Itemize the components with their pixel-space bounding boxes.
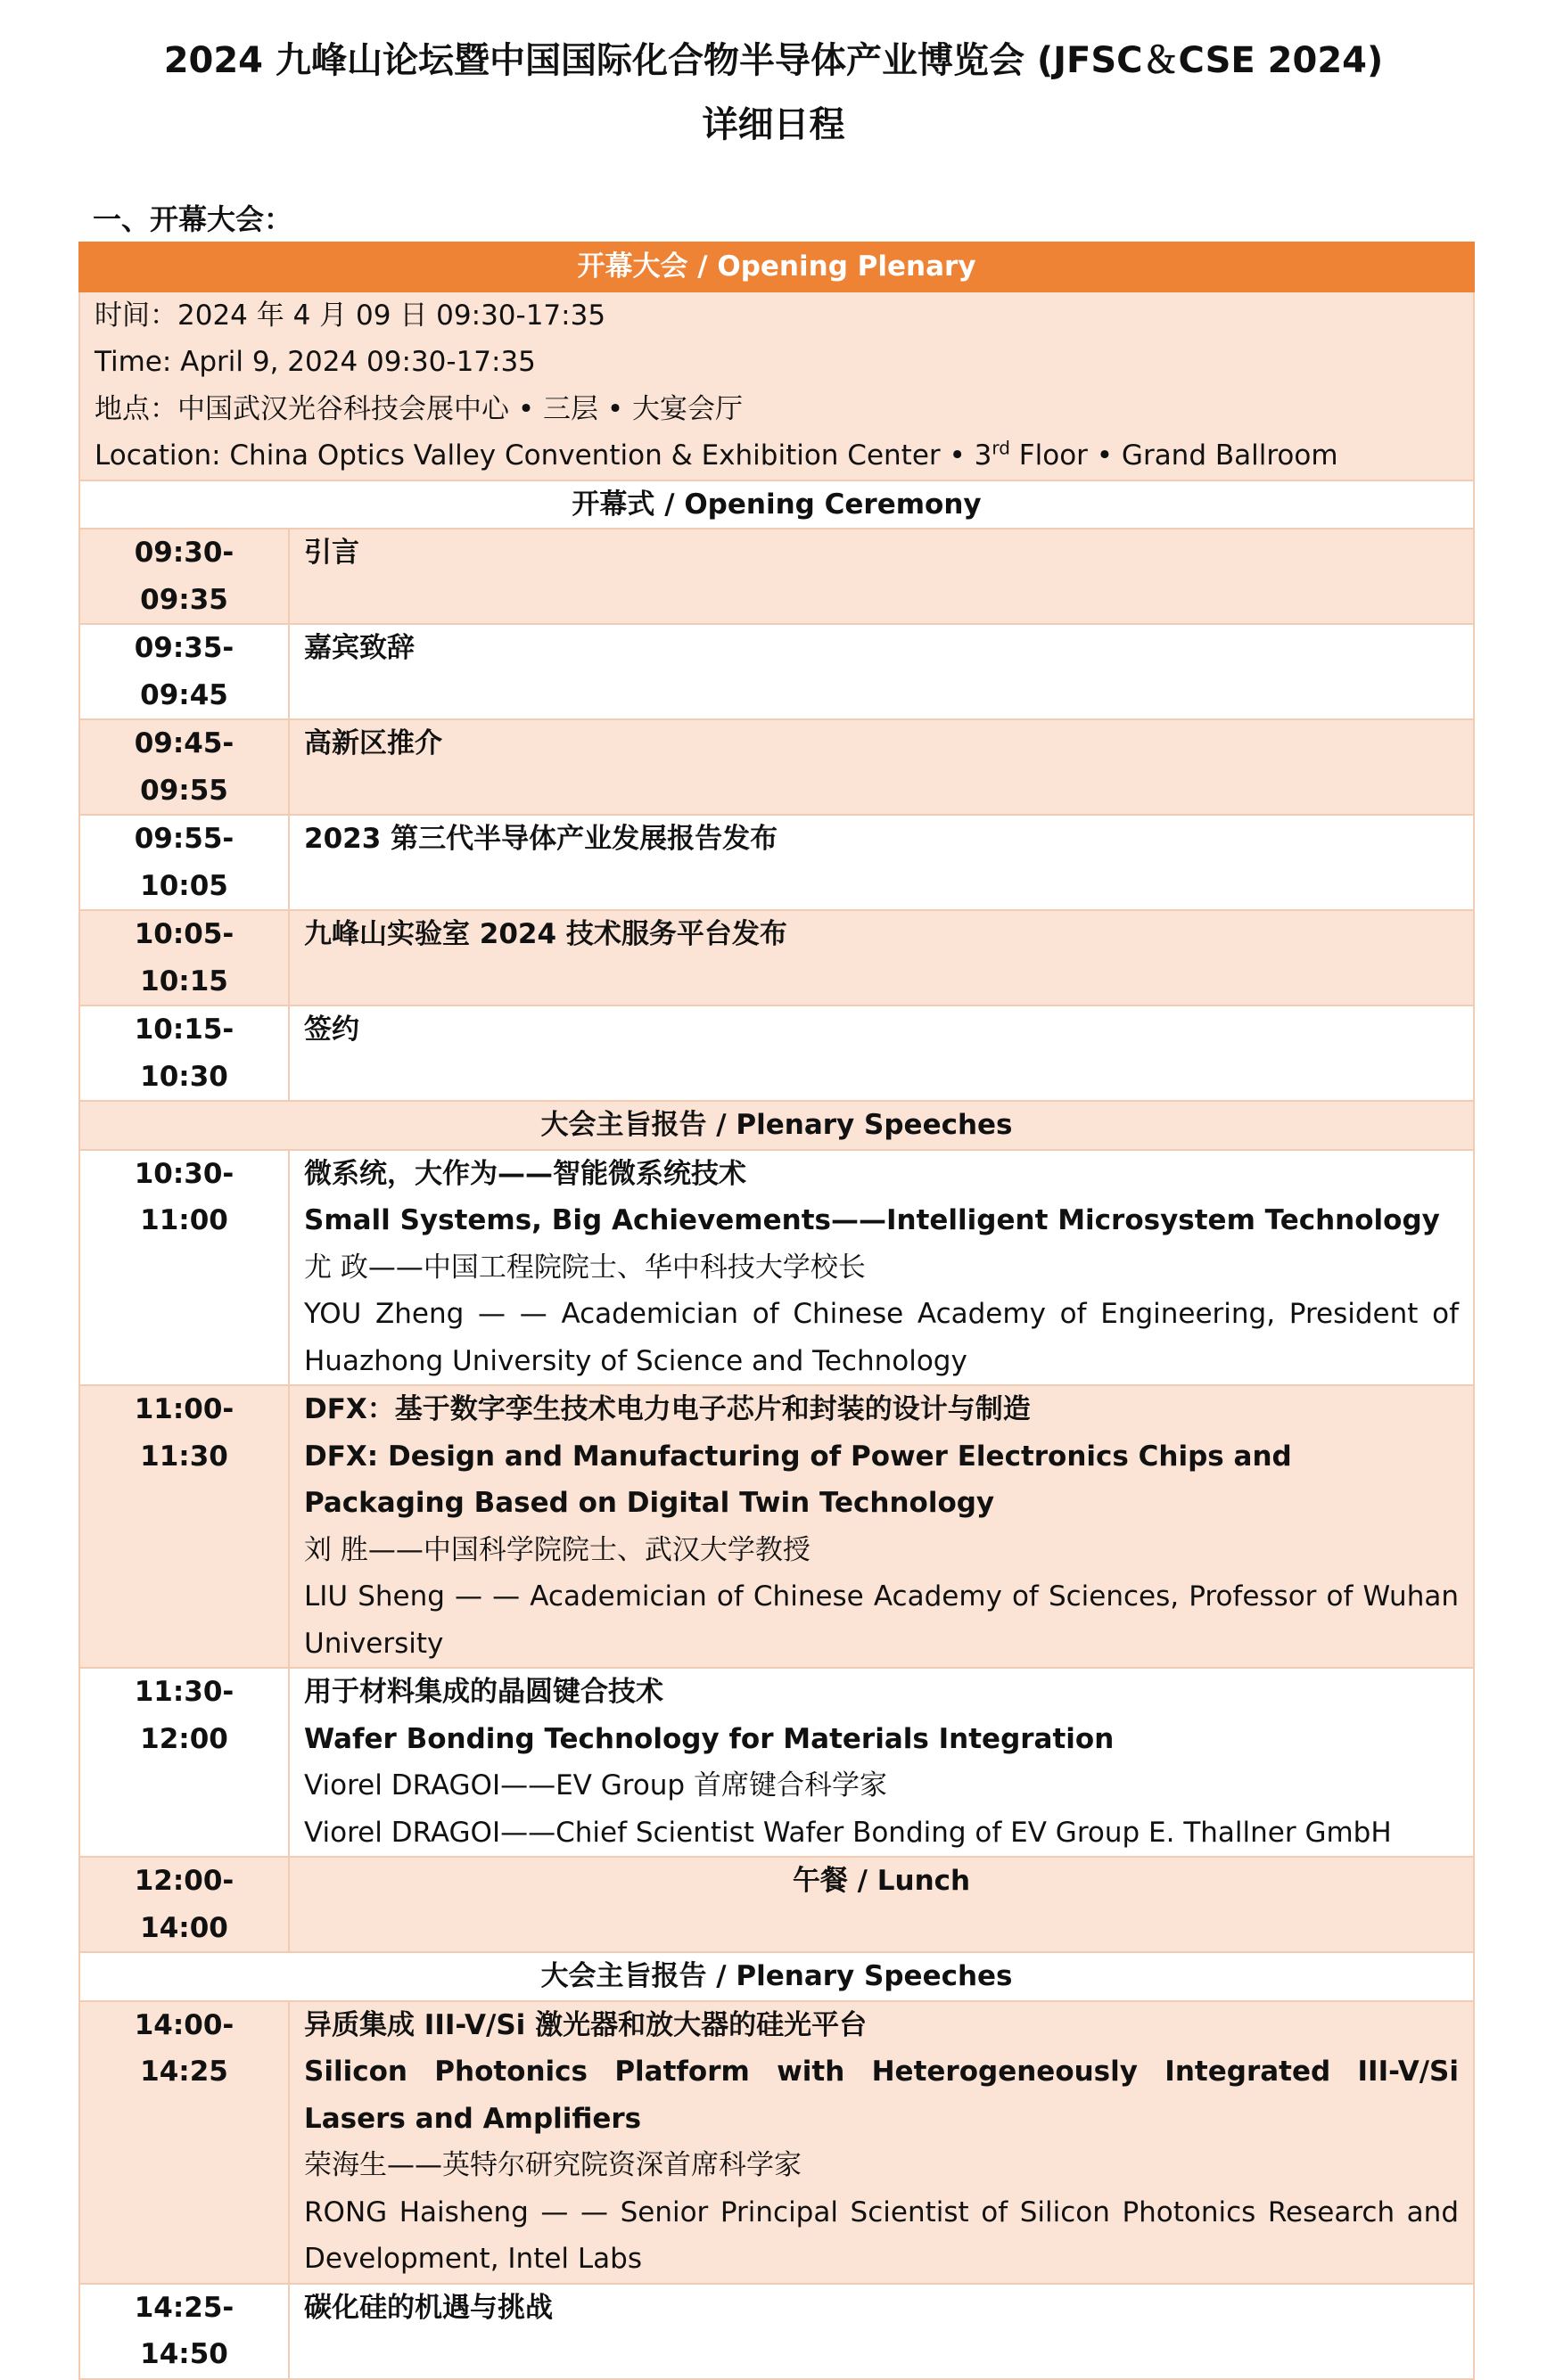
row-time: 09:30-09:35 bbox=[79, 529, 289, 624]
ceremony-header-row bbox=[79, 480, 1474, 529]
talk-title-cn: 微系统，大作为——智能微系统技术 bbox=[304, 1157, 746, 1190]
talk-speaker-cn: 尤 政——中国工程院院士、华中科技大学校长 bbox=[304, 1251, 866, 1284]
row-item: 引言 bbox=[289, 529, 1474, 624]
talk-speaker-en: YOU Zheng — — Academician of Chinese Academy of Engineering, President of Huazhong University of Science and Technology bbox=[304, 1298, 1459, 1377]
info-location-en bbox=[95, 432, 1459, 480]
row-item: 高新区推介 bbox=[289, 719, 1474, 815]
speeches-pm-header: 大会主旨报告 / Plenary Speeches bbox=[79, 1952, 1474, 2001]
talk-time: 14:00-14:25 bbox=[79, 2001, 289, 2284]
table-row bbox=[79, 719, 1474, 815]
ceremony-header: 开幕式 / Opening Ceremony bbox=[79, 480, 1474, 529]
talk-speaker-cn: 荣海生——英特尔研究院资深首席科学家 bbox=[304, 2149, 802, 2181]
info-location-en-sup: rd bbox=[992, 437, 1010, 459]
speeches-am-header: 大会主旨报告 / Plenary Speeches bbox=[79, 1101, 1474, 1150]
table-row bbox=[79, 529, 1474, 624]
talk-time: 11:00-11:30 bbox=[79, 1385, 289, 1668]
info-location-en-post: Floor • Grand Ballroom bbox=[1009, 439, 1338, 472]
agenda-table bbox=[78, 242, 1475, 2380]
talk-row bbox=[79, 2284, 1474, 2379]
row-time: 09:55-10:05 bbox=[79, 815, 289, 910]
talk-title-cn: 异质集成 III-V/Si 激光器和放大器的硅光平台 bbox=[304, 2008, 868, 2041]
talk-details bbox=[289, 1668, 1474, 1857]
talk-speaker-en: LIU Sheng — — Academician of Chinese Academy of Sciences, Professor of Wuhan University bbox=[304, 1580, 1459, 1660]
talk-title-cn: 用于材料集成的晶圆键合技术 bbox=[304, 1676, 663, 1708]
talk-title-en: Wafer Bonding Technology for Materials Integration bbox=[304, 1722, 1115, 1755]
row-time: 09:35-09:45 bbox=[79, 624, 289, 719]
talk-speaker-en: Viorel DRAGOI——Chief Scientist Wafer Bonding of EV Group E. Thallner GmbH bbox=[304, 1816, 1392, 1849]
row-item: 签约 bbox=[289, 1005, 1474, 1101]
section-heading: 一、开幕大会： bbox=[93, 202, 293, 236]
talk-title-cn: DFX：基于数字孪生技术电力电子芯片和封装的设计与制造 bbox=[304, 1393, 1031, 1425]
row-item: 嘉宾致辞 bbox=[289, 624, 1474, 719]
document-title bbox=[0, 29, 1547, 157]
title-line-1: 2024 九峰山论坛暨中国国际化合物半导体产业博览会 (JFSC＆CSE 2024) bbox=[163, 40, 1384, 81]
info-time-en: Time: April 9, 2024 09:30-17:35 bbox=[95, 346, 536, 378]
talk-time: 11:30-12:00 bbox=[79, 1668, 289, 1857]
talk-details bbox=[289, 1150, 1474, 1386]
talk-title-cn: 碳化硅的机遇与挑战 bbox=[304, 2291, 553, 2324]
table-row bbox=[79, 624, 1474, 719]
talk-title-en: Small Systems, Big Achievements——Intelligent Microsystem Technology bbox=[304, 1204, 1440, 1236]
row-time: 10:15-10:30 bbox=[79, 1005, 289, 1101]
lunch-label: 午餐 / Lunch bbox=[289, 1857, 1474, 1952]
talk-speaker-cn: Viorel DRAGOI——EV Group 首席键合科学家 bbox=[304, 1769, 887, 1801]
talk-speaker-en: RONG Haisheng — — Senior Principal Scientist of Silicon Photonics Research and Development, Intel Labs bbox=[304, 2195, 1459, 2275]
plenary-info bbox=[79, 291, 1474, 480]
talk-time: 10:30-11:00 bbox=[79, 1150, 289, 1386]
plenary-header-row bbox=[79, 242, 1474, 291]
talk-title-en: Silicon Photonics Platform with Heterogeneously Integrated III-V/Si Lasers and Amplifiers bbox=[304, 2056, 1459, 2135]
info-location-en-pre: Location: China Optics Valley Convention & Exhibition Center • 3 bbox=[95, 439, 992, 472]
talk-row bbox=[79, 1150, 1474, 1386]
row-item: 2023 第三代半导体产业发展报告发布 bbox=[289, 815, 1474, 910]
talk-title-en: DFX: Design and Manufacturing of Power Electronics Chips and Packaging Based on Digital Twin Technology bbox=[304, 1440, 1292, 1519]
table-row bbox=[79, 815, 1474, 910]
row-time: 09:45-09:55 bbox=[79, 719, 289, 815]
talk-details bbox=[289, 2001, 1474, 2284]
table-row bbox=[79, 1005, 1474, 1101]
plenary-header: 开幕大会 / Opening Plenary bbox=[79, 242, 1474, 291]
talk-row bbox=[79, 2001, 1474, 2284]
talk-details bbox=[289, 1385, 1474, 1668]
lunch-time: 12:00-14:00 bbox=[79, 1857, 289, 1952]
info-location-cn: 地点：中国武汉光谷科技会展中心 • 三层 • 大宴会厅 bbox=[95, 392, 743, 425]
talk-row bbox=[79, 1385, 1474, 1668]
speeches-am-header-row bbox=[79, 1101, 1474, 1150]
info-time-cn: 时间：2024 年 4 月 09 日 09:30-17:35 bbox=[95, 299, 606, 332]
talk-row bbox=[79, 1668, 1474, 1857]
talk-speaker-cn: 刘 胜——中国科学院院士、武汉大学教授 bbox=[304, 1533, 811, 1566]
row-time: 10:05-10:15 bbox=[79, 910, 289, 1005]
table-row bbox=[79, 910, 1474, 1005]
talk-time: 14:25-14:50 bbox=[79, 2284, 289, 2379]
row-item: 九峰山实验室 2024 技术服务平台发布 bbox=[289, 910, 1474, 1005]
lunch-row bbox=[79, 1857, 1474, 1952]
plenary-info-row bbox=[79, 291, 1474, 480]
talk-details bbox=[289, 2284, 1474, 2379]
title-line-2: 详细日程 bbox=[702, 104, 845, 145]
speeches-pm-header-row bbox=[79, 1952, 1474, 2001]
